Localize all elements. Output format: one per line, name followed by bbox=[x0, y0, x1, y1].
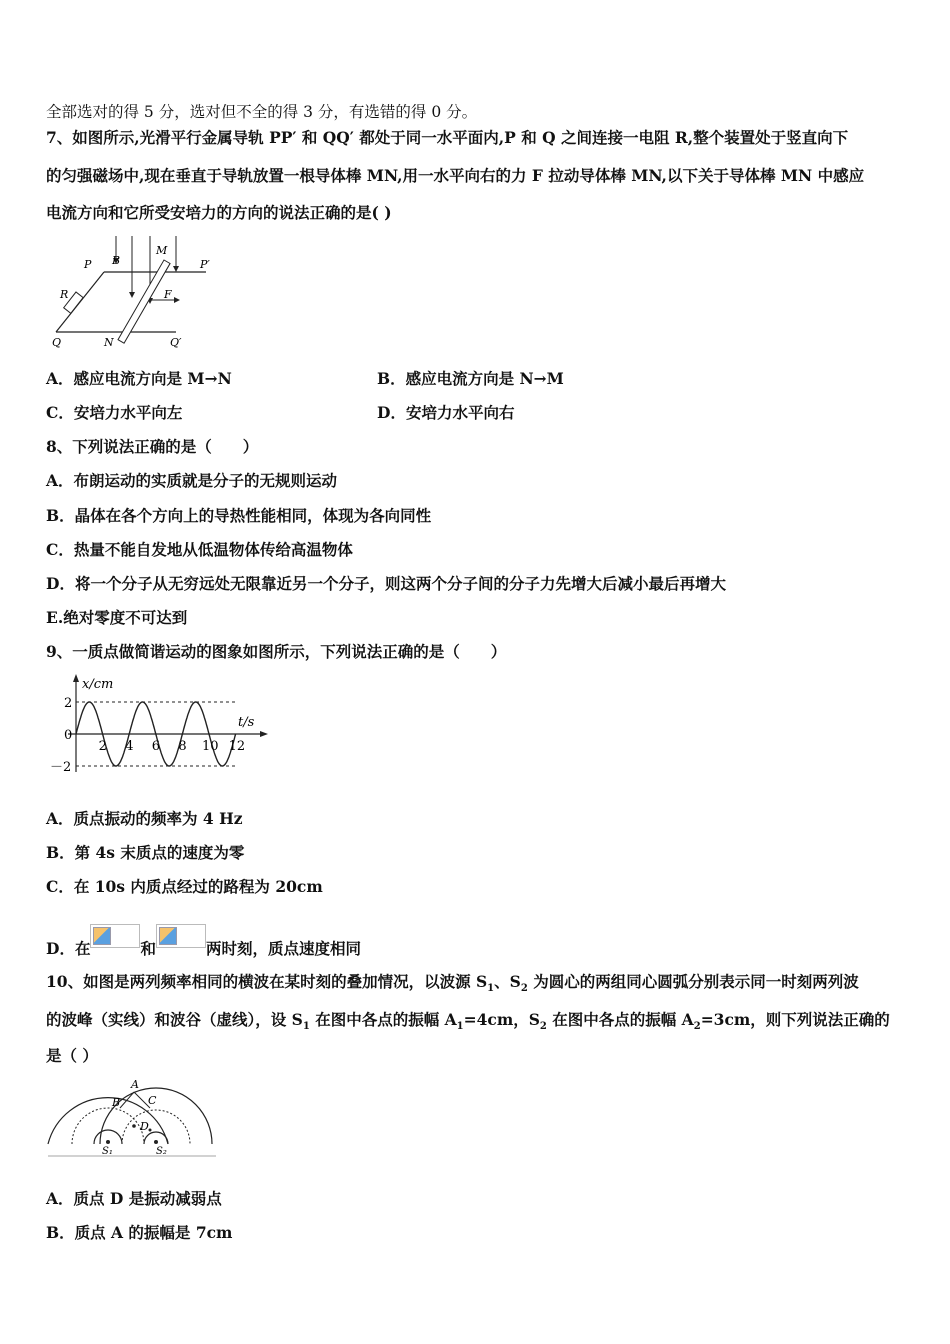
intro-text: 全部选对的得 5 分，选对但不全的得 3 分，有选错的得 0 分。 bbox=[46, 103, 478, 121]
q9-x-tick-label: 10 bbox=[202, 739, 219, 754]
q7-label-p: P bbox=[84, 258, 92, 271]
q10-label-b: B bbox=[112, 1096, 121, 1109]
q9-option-a: A．质点振动的频率为 4 Hz bbox=[46, 809, 243, 828]
q9-y-tick-top: 2 bbox=[64, 696, 73, 711]
q9-x-tick-label: 6 bbox=[151, 739, 161, 754]
q9-x-axis-label: t/s bbox=[238, 715, 255, 730]
q9-y-axis-label: x/cm bbox=[82, 677, 114, 692]
broken-image-icon bbox=[156, 924, 206, 948]
q8-option-a: A．布朗运动的实质就是分子的无规则运动 bbox=[46, 471, 338, 490]
q10-sub: 2 bbox=[539, 1021, 547, 1033]
q10-label-s2: S₂ bbox=[156, 1146, 167, 1157]
q10-stem-line-3: 是（ ） bbox=[46, 1046, 98, 1065]
q9-option-d-suffix: 两时刻，质点速度相同 bbox=[205, 939, 361, 958]
q10-text: =4cm，S bbox=[463, 1010, 540, 1029]
q10-sub: 2 bbox=[520, 983, 528, 995]
q7-option-d: D．安培力水平向右 bbox=[377, 403, 515, 422]
q8-option-c: C．热量不能自发地从低温物体传给高温物体 bbox=[46, 540, 353, 559]
q9-x-tick-label: 2 bbox=[98, 739, 107, 754]
q10-text: 为圆心的两组同心圆弧分别表示同一时刻两列波 bbox=[527, 972, 859, 991]
q9-option-d bbox=[46, 924, 361, 959]
q10-text: 在图中各点的振幅 A bbox=[309, 1010, 457, 1029]
q9-option-d-mid: 和 bbox=[140, 939, 156, 958]
q7-stem-line-1: 7、如图所示,光滑平行金属导轨 PP′ 和 QQ′ 都处于同一水平面内,P 和 Q 之间连接一电阻 R,整个装置处于竖直向下 bbox=[46, 128, 849, 147]
q7-option-b: B．感应电流方向是 N→M bbox=[377, 369, 564, 388]
q7-label-n: N bbox=[104, 336, 114, 349]
q10-label-s1: S₁ bbox=[102, 1146, 113, 1157]
q9-x-tick-label: 12 bbox=[228, 739, 246, 754]
q10-label-a: A bbox=[131, 1078, 139, 1091]
q9-y-tick-bottom: －2 bbox=[50, 760, 72, 775]
q10-option-b: B．质点 A 的振幅是 7cm bbox=[46, 1223, 233, 1242]
q10-sub: 1 bbox=[456, 1021, 464, 1033]
q10-sub: 2 bbox=[693, 1021, 701, 1033]
q7-label-r: R bbox=[60, 288, 69, 301]
q10-option-a: A．质点 D 是振动减弱点 bbox=[46, 1189, 222, 1208]
q10-label-c: C bbox=[148, 1094, 157, 1107]
q10-text: =3cm，则下列说法正确的 bbox=[700, 1010, 890, 1029]
q9-option-b: B．第 4s 末质点的速度为零 bbox=[46, 843, 245, 862]
q8-option-e: E.绝对零度不可达到 bbox=[46, 608, 188, 627]
q7-stem-line-3: 电流方向和它所受安培力的方向的说法正确的是( ) bbox=[46, 203, 392, 222]
q10-label-d: D bbox=[140, 1120, 149, 1133]
q9-y-tick-zero: 0 bbox=[64, 728, 73, 743]
q7-label-m: M bbox=[156, 244, 168, 257]
q10-text: 在图中各点的振幅 A bbox=[546, 1010, 694, 1029]
q10-sub: 1 bbox=[487, 983, 495, 995]
q10-stem-line-1 bbox=[46, 972, 859, 999]
q10-stem-line-2 bbox=[46, 1010, 890, 1037]
q8-option-b: B．晶体在各个方向上的导热性能相同，体现为各向同性 bbox=[46, 506, 432, 525]
q9-x-tick-label: 4 bbox=[125, 739, 134, 754]
q7-option-a: A．感应电流方向是 M→N bbox=[46, 369, 232, 388]
q7-rail-diagram bbox=[46, 232, 226, 350]
q9-option-d-prefix: D．在 bbox=[46, 939, 91, 958]
q8-stem: 8、下列说法正确的是（ ） bbox=[46, 437, 259, 456]
q7-option-c: C．安培力水平向左 bbox=[46, 403, 183, 422]
q7-label-b: B bbox=[112, 254, 121, 267]
q7-label-q: Q bbox=[52, 336, 62, 349]
q10-text: 、S bbox=[494, 972, 521, 991]
q9-option-c: C．在 10s 内质点经过的路程为 20cm bbox=[46, 877, 323, 896]
q9-displacement-graph bbox=[46, 672, 276, 780]
q7-label-p-prime: P′ bbox=[200, 258, 210, 271]
q9-x-tick-label: 8 bbox=[178, 739, 187, 754]
q10-sub: 1 bbox=[302, 1021, 310, 1033]
q10-wave-interference-diagram bbox=[46, 1074, 218, 1160]
q10-text: 的波峰（实线）和波谷（虚线），设 S bbox=[46, 1010, 303, 1029]
broken-image-icon bbox=[90, 924, 140, 948]
q9-stem: 9、一质点做简谐运动的图象如图所示，下列说法正确的是（ ） bbox=[46, 642, 507, 661]
q7-label-f: F bbox=[164, 288, 172, 301]
q8-option-d: D．将一个分子从无穷远处无限靠近另一个分子，则这两个分子间的分子力先增大后减小最后再增大 bbox=[46, 574, 726, 593]
q7-stem-line-2: 的匀强磁场中,现在垂直于导轨放置一根导体棒 MN,用一水平向右的力 F 拉动导体棒 MN,以下关于导体棒 MN 中感应 bbox=[46, 166, 865, 185]
q7-label-q-prime: Q′ bbox=[170, 336, 182, 349]
q10-text: 10、如图是两列频率相同的横波在某时刻的叠加情况，以波源 S bbox=[46, 972, 488, 991]
